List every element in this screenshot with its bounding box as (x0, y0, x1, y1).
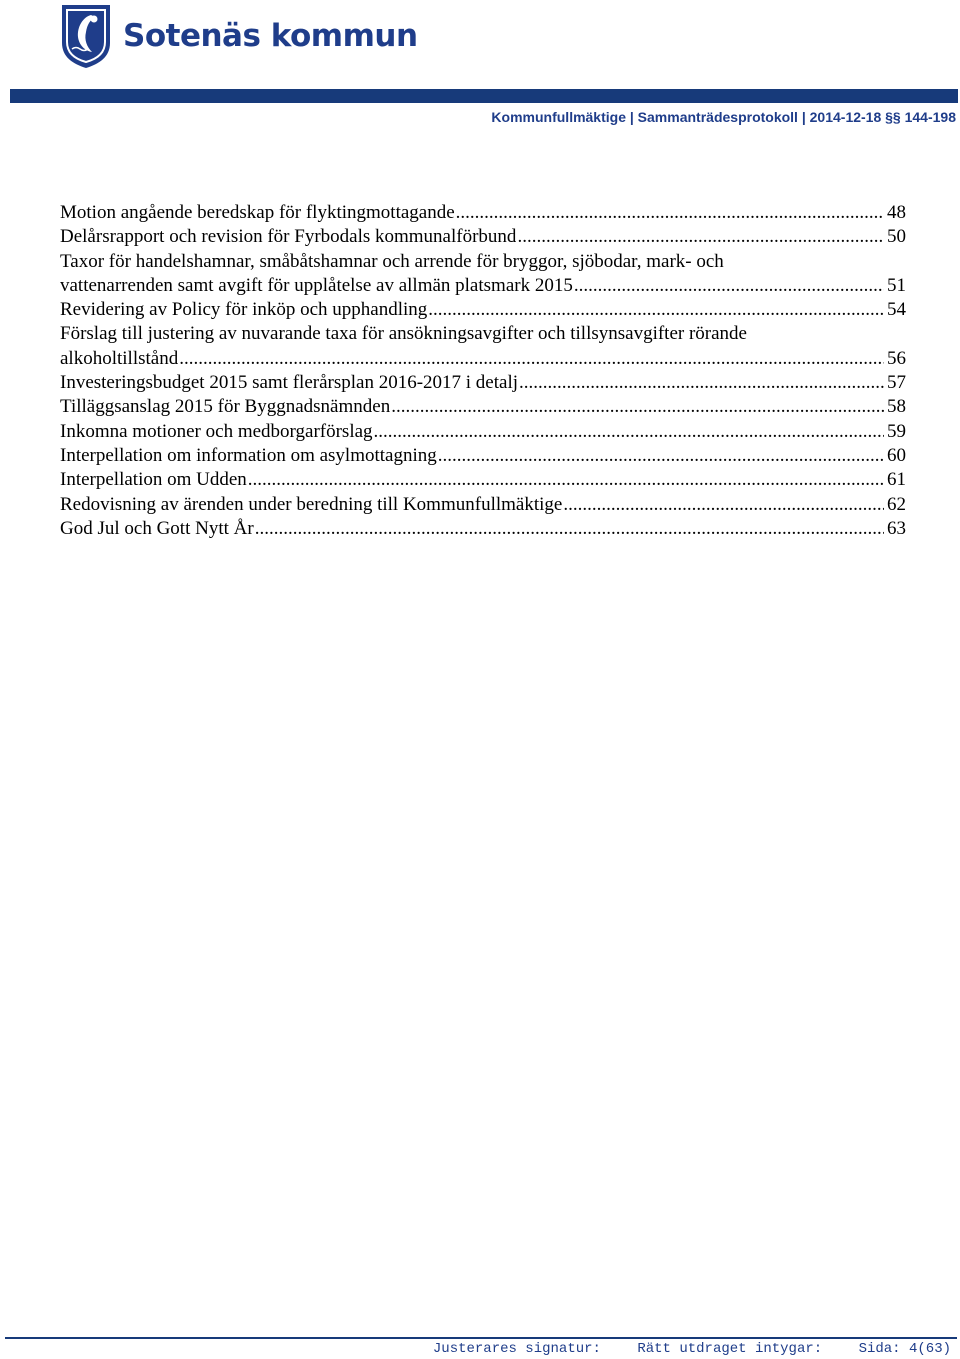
toc-entry[interactable] (60, 298, 906, 322)
crest-icon (59, 3, 113, 69)
toc-entry[interactable] (60, 517, 906, 541)
footer-divider (5, 1337, 957, 1339)
dot-leader (374, 420, 884, 444)
toc-entry-title: Motion angående beredskap för flyktingmottagande (60, 202, 455, 223)
toc-entry[interactable] (60, 371, 906, 395)
toc-entry-title: God Jul och Gott Nytt År (60, 517, 254, 539)
toc-entry[interactable] (60, 468, 906, 492)
dot-leader (456, 201, 884, 225)
toc-entry-line: Förslag till justering av nuvarande taxa för ansökningsavgifter och tillsynsavgifter rörande (60, 323, 747, 345)
toc-entry-page: 61 (887, 469, 906, 491)
dot-leader (428, 298, 884, 322)
dot-leader (248, 468, 884, 492)
toc-entry-title: Interpellation om Udden (60, 469, 247, 491)
toc-entry-page: 56 (887, 347, 906, 369)
toc-entry[interactable] (60, 444, 906, 468)
toc-entry-title: alkoholtillstånd (60, 347, 179, 369)
toc-entry-title: Revidering av Policy för inköp och upphandling (60, 299, 428, 321)
toc-entry-title: Interpellation om information om asylmottagning (60, 444, 437, 466)
toc-entry-title: Delårsrapport och revision för Fyrbodals kommunalförbund (60, 226, 517, 248)
toc-entry[interactable] (60, 420, 906, 444)
logo (59, 3, 418, 69)
dot-leader (519, 371, 884, 395)
toc-entry[interactable] (60, 395, 906, 419)
toc-entry-title: Investeringsbudget 2015 samt flerårsplan 2016-2017 i detalj (60, 372, 519, 394)
toc-entry-title: Redovisning av ärenden under beredning till Kommunfullmäktige (60, 493, 563, 515)
toc-entry-page: 62 (887, 493, 906, 515)
toc-entry-page: 54 (887, 299, 906, 321)
footer (405, 1341, 951, 1357)
page-number: Sida: 4(63) (858, 1341, 951, 1357)
toc-entry[interactable] (60, 322, 906, 371)
dot-leader (517, 225, 884, 249)
toc-entry-line: Taxor för handelshamnar, småbåtshamnar och arrende för bryggor, sjöbodar, mark- och (60, 250, 724, 272)
toc-entry-page: 50 (887, 226, 906, 248)
toc-entry-page: 57 (887, 372, 906, 394)
toc-entry[interactable] (60, 225, 906, 249)
dot-leader (255, 517, 884, 541)
toc-entry-title: Tilläggsanslag 2015 för Byggnadsnämnden (60, 396, 391, 418)
toc-entry-page: 59 (887, 420, 906, 442)
toc-entry-page: 48 (887, 202, 906, 223)
signature-label: Justerares signatur: (432, 1341, 601, 1357)
toc-entry[interactable] (60, 201, 906, 225)
toc-entry-page: 63 (887, 517, 906, 539)
table-of-contents (60, 201, 906, 541)
dot-leader (563, 493, 884, 517)
dot-leader (438, 444, 884, 468)
dot-leader (574, 274, 884, 298)
toc-entry-title: Inkomna motioner och medborgarförslag (60, 420, 373, 442)
brand-name: Sotenäs kommun (123, 17, 418, 54)
certified-label: Rätt utdraget intygar: (637, 1341, 823, 1357)
toc-entry[interactable] (60, 250, 906, 299)
toc-entry-title: vattenarrenden samt avgift för upplåtelse av allmän platsmark 2015 (60, 274, 573, 296)
toc-entry-page: 60 (887, 444, 906, 466)
toc-entry-page: 58 (887, 396, 906, 418)
dot-leader (391, 395, 884, 419)
toc-entry-page: 51 (887, 274, 906, 296)
header-bar (10, 89, 958, 103)
toc-entry[interactable] (60, 493, 906, 517)
dot-leader (179, 347, 884, 371)
meeting-header: Kommunfullmäktige | Sammanträdesprotokoll | 2014-12-18 §§ 144-198 (491, 109, 956, 125)
